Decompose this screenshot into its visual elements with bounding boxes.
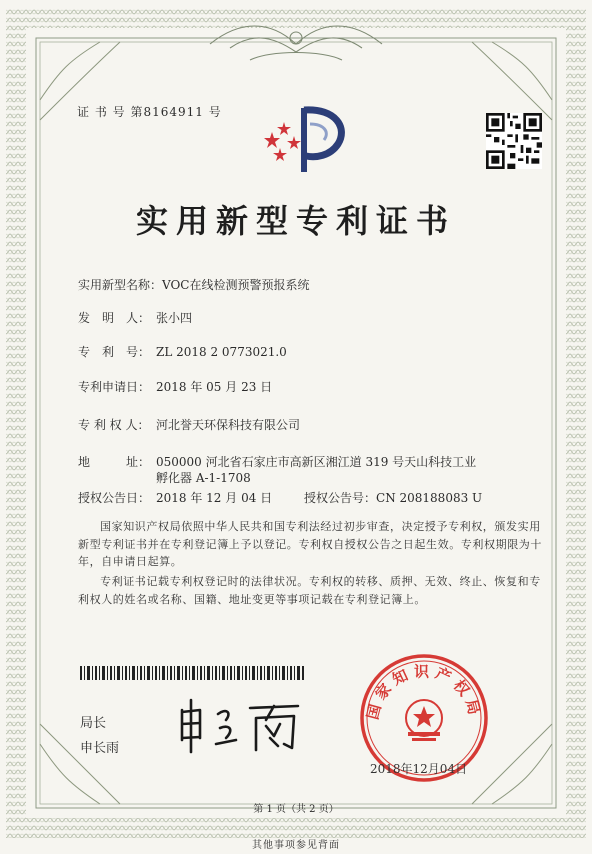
field-label: 专利申请日： bbox=[78, 380, 151, 394]
field-label: 地 址： bbox=[78, 455, 151, 469]
certificate-number: 证 书 号 第8164911 号 bbox=[77, 105, 222, 119]
field-value: 2018 年 05 月 23 日 bbox=[156, 380, 273, 394]
certificate-title: 实用新型专利证书 bbox=[135, 202, 456, 240]
field-label: 专 利 号： bbox=[78, 345, 151, 359]
field-value: 河北誉天环保科技有限公司 bbox=[156, 418, 301, 432]
field-label: 授权公告号： bbox=[304, 491, 377, 505]
director-title: 局长 bbox=[80, 716, 107, 731]
field-label: 授权公告日： bbox=[78, 491, 151, 505]
field-value: 2018 年 12 月 04 日 bbox=[156, 491, 273, 505]
qr-code-icon bbox=[486, 113, 542, 169]
field-utility-model-name bbox=[78, 276, 310, 293]
grant-statement-paragraph: 国家知识产权局依照中华人民共和国专利法经过初步审查，决定授予专利权，颁发实用新型专利证书并在专利登记簿上予以登记。专利权自授权公告之日起生效。专利权期限为十年，自申请日起算。 bbox=[78, 520, 542, 568]
field-label: 专 利 权 人： bbox=[78, 418, 150, 432]
field-grant-date bbox=[78, 489, 272, 506]
field-filing-date bbox=[78, 378, 272, 395]
field-patent-number bbox=[78, 343, 287, 360]
field-grant-number bbox=[304, 489, 482, 506]
barcode-icon bbox=[80, 666, 306, 680]
field-value: 050000 河北省石家庄市高新区湘江道 319 号天山科技工业 bbox=[156, 455, 477, 469]
field-value: 张小四 bbox=[156, 311, 193, 325]
field-label: 实用新型名称： bbox=[78, 278, 163, 292]
field-value: CN 208188083 U bbox=[376, 491, 483, 505]
seal-date: 2018年12月04日 bbox=[370, 762, 468, 776]
director-name: 申长雨 bbox=[80, 741, 120, 756]
field-value: VOC在线检测预警预报系统 bbox=[162, 278, 310, 292]
field-inventor bbox=[78, 309, 192, 326]
legal-status-paragraph: 专利证书记载专利权登记时的法律状况。专利权的转移、质押、无效、终止、恢复和专利权人的姓名或名称、国籍、地址变更等事项记载在专利登记簿上。 bbox=[78, 575, 541, 606]
field-patentee bbox=[78, 416, 300, 433]
cnipa-logo-icon bbox=[258, 102, 354, 176]
field-value: ZL 2018 2 0773021.0 bbox=[156, 345, 287, 359]
page-number: 第 1 页（共 2 页） bbox=[253, 804, 339, 815]
field-label: 发 明 人： bbox=[78, 311, 151, 325]
field-address-line2: 孵化器 A-1-1708 bbox=[156, 471, 251, 485]
signature-icon bbox=[170, 696, 310, 756]
seal-text: 国家知识产权局 bbox=[363, 662, 485, 722]
field-address bbox=[78, 453, 476, 470]
footer-note: 其他事项参见背面 bbox=[252, 840, 340, 851]
